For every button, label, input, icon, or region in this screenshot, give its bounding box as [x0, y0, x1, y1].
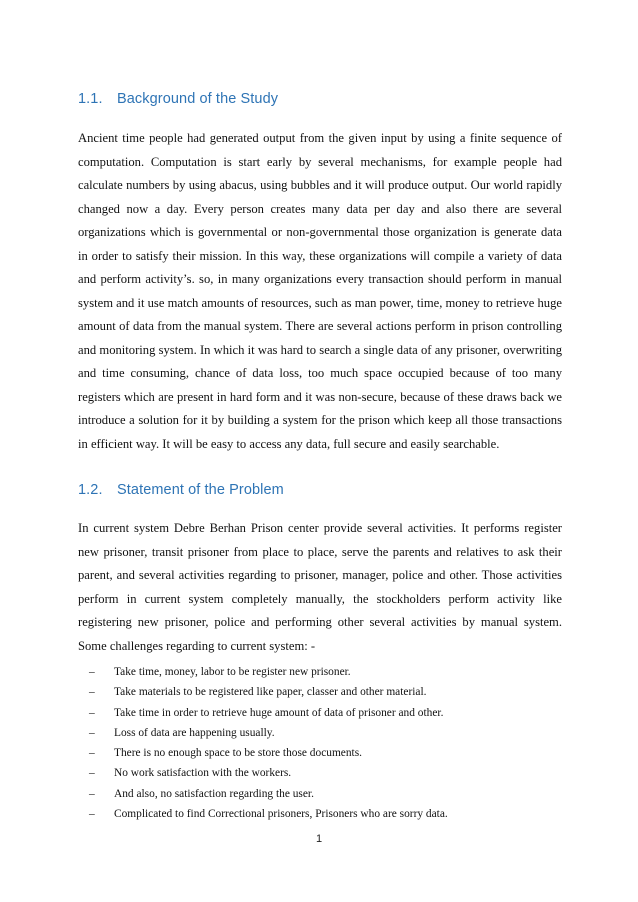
list-item [78, 743, 562, 763]
section-number: 1.1. [78, 91, 103, 107]
list-item [78, 703, 562, 723]
challenges-list [78, 662, 562, 824]
section-heading-background [78, 91, 562, 107]
list-item-text: There is no enough space to be store those documents. [114, 747, 362, 760]
list-item [78, 763, 562, 783]
list-item-text: Take materials to be registered like paper, classer and other material. [114, 686, 427, 699]
page-content [78, 91, 562, 824]
dash-marker: – [89, 808, 95, 821]
problem-paragraph: In current system Debre Berhan Prison center provide several activities. It performs register new prisoner, transit prisoner from place to place, serve the parents and relatives to ask their parent, and several activities regarding to prisoner, manager, police and other. Those activities perform in current system completely manually, the stockholders perform activity like registering new prisoner, police and performing other several activities by manual system. Some challenges regarding to current system: - [78, 521, 562, 653]
dash-marker: – [89, 787, 95, 800]
list-item [78, 784, 562, 804]
dash-marker: – [89, 706, 95, 719]
page-number: 1 [315, 833, 323, 845]
list-item-text: Complicated to find Correctional prisoners, Prisoners who are sorry data. [114, 808, 448, 821]
dash-marker: – [89, 747, 95, 760]
list-item-text: And also, no satisfaction regarding the user. [114, 787, 314, 800]
section-number: 1.2. [78, 482, 103, 498]
section-heading-problem [78, 482, 562, 498]
list-item [78, 662, 562, 682]
background-paragraph: Ancient time people had generated output from the given input by using a finite sequence of computation. Computation is start early by several mechanisms, for example people had calculate numbers by using abacus, using bubbles and it will produce output. Our world rapidly changed now a day. Every person creates many data per day and also there are several organizations which is governmental or non-governmental those organization is generate data in order to satisfy their mission. In this way, these organizations will compile a variety of data and perform activity’s. so, in many organizations every transaction should perform in manual system and it use match amounts of resources, such as man power, time, money to retrieve huge amount of data from the manual system. There are several actions perform in prison controlling and monitoring system. In which it was hard to search a single data of any prisoner, overwriting and time consuming, chance of data loss, too much space occupied because of too many registers which are present in hard form and it was non-secure, because of these draws back we introduce a solution for it by building a system for the prison which keep all those transactions in efficient way. It will be easy to access any data, full secure and easily searchable. [78, 131, 562, 451]
list-item [78, 682, 562, 702]
dash-marker: – [89, 666, 95, 678]
list-item-text: Loss of data are happening usually. [114, 726, 275, 739]
section-title: Background of the Study [117, 91, 279, 107]
list-item [78, 804, 562, 824]
list-item-text: Take time in order to retrieve huge amount of data of prisoner and other. [114, 706, 444, 719]
list-item [78, 723, 562, 743]
list-item-text: No work satisfaction with the workers. [114, 767, 292, 780]
dash-marker: – [89, 726, 95, 739]
dash-marker: – [89, 767, 95, 780]
list-item-text: Take time, money, labor to be register new prisoner. [114, 666, 351, 678]
dash-marker: – [89, 686, 95, 699]
section-title: Statement of the Problem [117, 482, 284, 498]
